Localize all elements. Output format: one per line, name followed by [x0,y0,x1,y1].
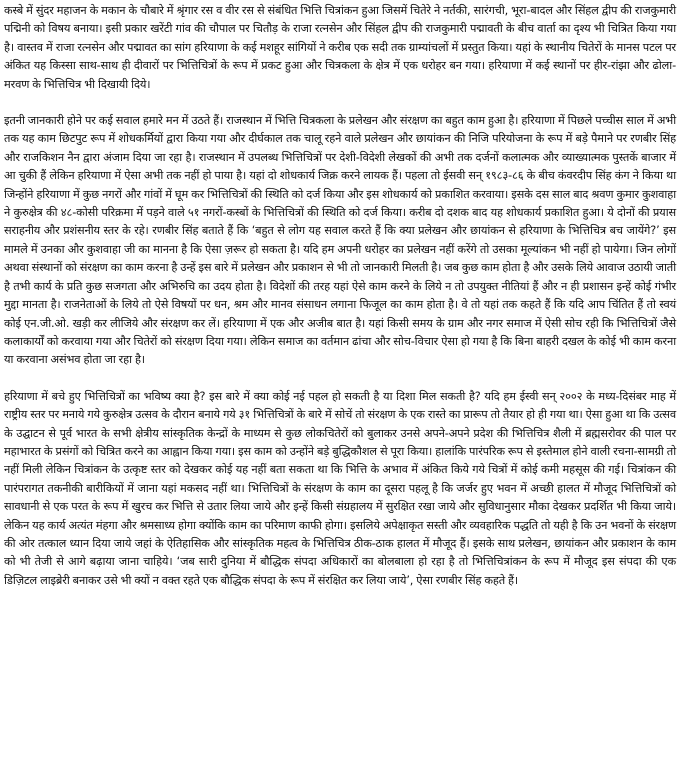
paragraph-gap [4,370,676,388]
article-page [4,2,676,590]
paragraph-2: इतनी जानकारी होने पर कई सवाल हमारे मन में उठते हैं। राजस्थान में भित्ति चित्रकला के प्रलेखन और संरक्षण का बहुत काम हुआ है। हरियाणा में पिछले पच्चीस साल में अभी तक यह काम छिटपुट रूप में शोधकर्मियों द्वारा किया गया और दीर्घकाल तक चालू रहने वाले प्रलेखन और छायांकन की निजि परियोजना के रूप में बड़े पैमाने पर रणबीर सिंह और राजकिशन नैन द्वारा अंजाम दिया जा रहा है। राजस्थान में उपलब्ध भित्तिचित्रों पर देशी-विदेशी लेखकों की अभी तक दर्जनों कलात्मक और व्याख्यात्मक पुस्तकें बाजार में आ चुकी हैं लेकिन हरियाणा में ऐसा अभी तक नहीं हो पाया है। यहां दो शोधकार्य जिक्र करने लायक हैं। पहला तो ईसवी सन् १९८३-८६ के बीच कंवरदीप सिंह कंग ने किया था जिन्होंने हरियाणा में कुछ नगरों और गांवों में घूम कर भित्तिचित्रों की स्थिति को दर्ज किया और इस शोधकार्य को प्रकाशित करवाया। इसके दस साल बाद श्रवण कुमार कुशवाहा ने कुरुक्षेत्र की ४८-कोसी परिक्रमा में पड़ने वाले ५१ नगरों-कस्बों के भित्तिचित्रों की स्थिति को दर्ज किया। करीब दो दशक बाद यह शोधकार्य प्रकाशित हुआ। ये दोनों की प्रयास सराहनीय और प्रशंसनीय स्तर के रहे। रणबीर सिंह बताते हैं कि ‘बहुत से लोग यह सवाल करते हैं कि क्या प्रलेखन और छायांकन से हरियाणा के भित्तिचित्र बच जायेंगे?’ इस मामले में उनका और कुशवाहा जी का मानना है कि ऐसा ज़रूर हो सकता है। यदि हम अपनी धरोहर का प्रलेखन नहीं करेंगे तो उसका मूल्यांकन भी नहीं हो पायेगा। जिन लोगों अथवा संस्थानों को संरक्षण का काम करना है उन्हें इस बारे में प्रलेखन और प्रकाशन से भी तो जानकारी मिलती है। जब कुछ काम होता है और उसके लिये आवाज उठायी जाती है तभी कार्य के प्रति कुछ सजगता और अभिरुचि का उदय होता है। विदेशों की तरह यहां ऐसे काम करने के लिये न तो उपयुक्त नीतियां हैं और न ही प्रशासन इन्हें कोई गंभीर मुद्दा मानता है। राजनेताओं के लिये तो ऐसे विषयों पर धन, श्रम और मानव संसाधन लगाना फिजूल का काम होता है। वे तो यहां तक कहते हैं कि यदि आप चिंतित हैं तो स्वयं कोई एन.जी.ओ. खड़ी कर लीजिये और संरक्षण कर लें। हरियाणा में एक और अजीब बात है। यहां किसी समय के ग्राम और नगर समाज में ऐसी सोच रही कि भित्तिचित्रों जैसे कलाकार्यों को करवाया गया और चितेरों को संरक्षण दिया गया। लेकिन समाज का वर्तमान ढांचा और सोच-विचार ऐसा हो गया है कि बिना बाहरी दखल के कोई भी काम करना या करवाना असंभव होता जा रहा है। [4,114,677,367]
paragraph-3: हरियाणा में बचे हुए भित्तिचित्रों का भविष्य क्या है? इस बारे में क्या कोई नई पहल हो सकती है या दिशा मिल सकती है? यदि हम ईस्वी सन् २००२ के मध्य-दिसंबर माह में राष्ट्रीय स्तर पर मनाये गये कुरुक्षेत्र उत्सव के दौरान बनाये गये ३१ भित्तिचित्रों के बारे में सोचें तो संरक्षण के एक रास्ते का प्रारूप तो तैयार हो ही गया था। ऐसा हुआ था कि उत्सव के उद्घाटन से पूर्व भारत के सभी क्षेत्रीय सांस्कृतिक केन्द्रों के माध्यम से कुछ लोकचितेरों को बुलाकर उनसे अपने-अपने प्रदेश की भित्तिचित्र शैली में ब्रह्मसरोवर की पाल पर महाभारत के प्रसंगों को चित्रित करने का आह्वान किया गया। इस काम को उन्होंने बड़े बुद्धिकौशल से पूरा किया। हालांकि पारंपरिक रूप से इस्तेमाल होने वाली रचना-सामग्री तो नहीं मिली लेकिन चित्रांकन के उत्कृष्ट स्तर को देखकर कोई यह नहीं बता सकता था कि भित्ति के अभाव में अंकित किये गये चित्रों में कोई कमी महसूस की गई। चित्रांकन की पारंपरागत तकनीकी बारीकियों में जाना यहां मकसद नहीं था। भित्तिचित्रों के संरक्षण के काम का दूसरा पहलू है कि जर्जर हुए भवन में अच्छी हालत में मौजूद भित्तिचित्रों को सावधानी से एक परत के रूप में खुरच कर भित्ति से उतार लिया जाये और इन्हें किसी संग्रहालय में सुरक्षित रखा जाये और सुविधानुसार मौका देखकर प्रदर्शित भी किया जाये। लेकिन यह कार्य अत्यंत मंहगा और श्रमसाध्य होगा क्योंकि काम का परिमाण काफी होगा। इसलिये अपेक्षाकृत सस्ती और व्यवहारिक पद्धति तो यही है कि उन भवनों के संरक्षण की ओर तत्काल ध्यान दिया जाये जहां के ऐतिहासिक और सांस्कृतिक महत्व के भित्तिचित्र ठीक-ठाक हालत में मौजूद हैं। इसके साथ प्रलेखन, छायांकन और प्रकाशन के काम को भी तेजी से आगे बढ़ाया जाना चाहिये। ‘जब सारी दुनिया में बौद्धिक संपदा अधिकारों का बोलबाला हो रहा है तो भित्तिचित्रांकन के रूप में मौजूद इस संपदा की एक डिज़िटल लाइब्रेरी बनाकर उसे भी क्यों न वक्त रहते एक बौद्धिक संपदा के रूप में संरक्षित कर लिया जाये’, ऐसा रणबीर सिंह कहते हैं। [4,389,676,587]
paragraph-1: कस्बे में सुंदर महाजन के मकान के चौबारे में श्रृंगार रस व वीर रस से संबंधित भित्ति चित्रांकन हुआ जिसमें चितेरे ने नर्तकी, सारंगची, भूरा-बादल और सिंहल द्वीप की राजकुमारी पद्मिनी को विषय बनाया। इसी प्रकार खरेंटी गांव की चौपाल पर चितौड़ के राजा रत्नसेन और सिंहल द्वीप की राजकुमारी पद्मावती के बीच वार्ता का दृश्य भी चित्रित किया गया है। वास्तव में राजा रत्नसेन और पद्मावत का सांग हरियाणा के कई मशहूर सांगियों ने करीब एक सदी तक ग्राम्यांचलों में प्रस्तुत किया। यहां के स्थानीय चितेरों के मानस पटल पर अंकित यह किस्सा साथ-साथ ही दीवारों पर भित्तिचित्रों के रूप में प्रकट हुआ और चित्रकला के क्षेत्र में एक धरोहर बन गया। हरियाणा में कई स्थानों पर हीर-रांझा और ढोला-मरवण के भित्तिचित्र भी दिखायी दिये। [4,4,676,91]
paragraph-gap [4,94,676,112]
